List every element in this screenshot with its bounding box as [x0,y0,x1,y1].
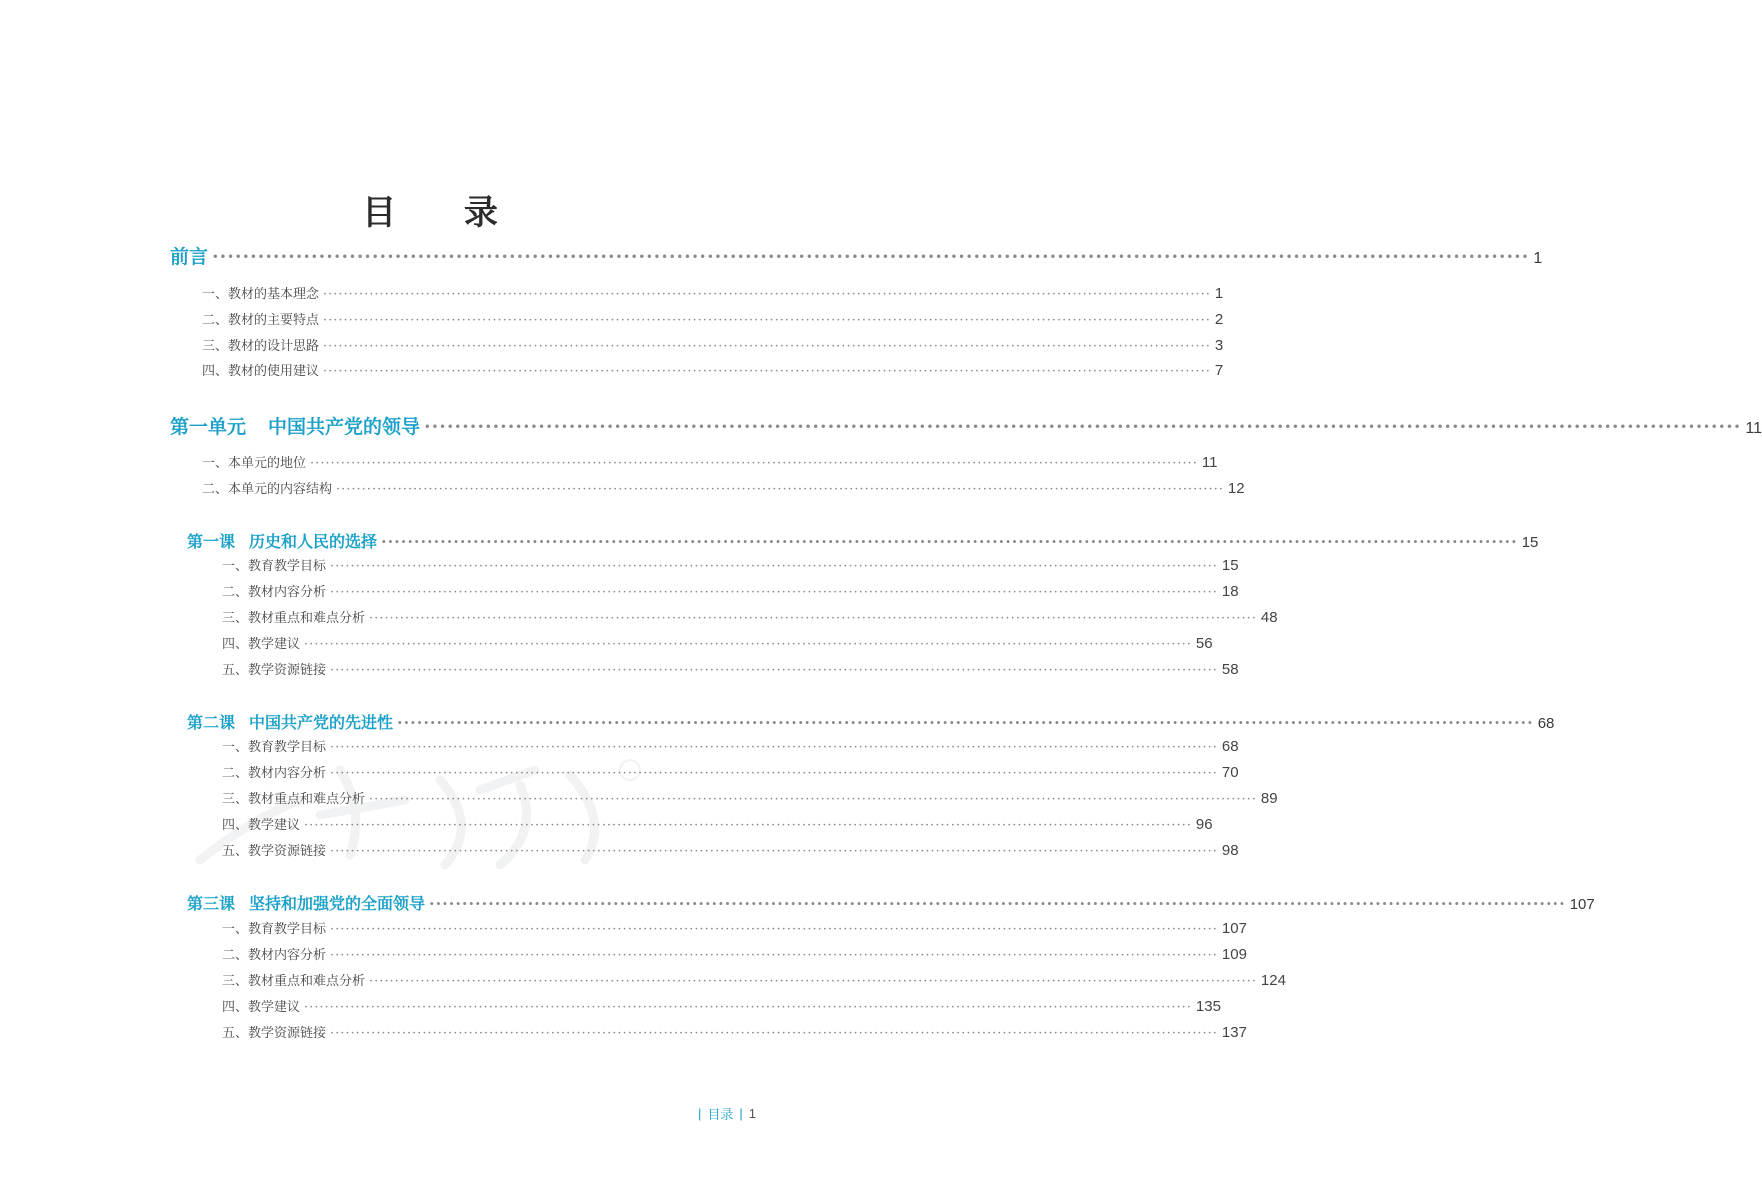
toc-item-page: 58 [1221,661,1239,678]
toc-lesson-label: 第三课 坚持和加强党的全面领导 [187,894,426,913]
toc-item-label: 二、教材的主要特点 [202,313,320,328]
toc-preface-label: 前言 [170,246,209,268]
toc-item-label: 五、教学资源链接 [222,1026,327,1041]
toc-leader: ············································································································································································· [330,663,1218,678]
toc-leader: ············································································································································································· [310,456,1198,471]
toc-item-page: 18 [1221,583,1239,600]
toc-item-page: 12 [1227,480,1245,497]
toc-leader: ············································································································································································· [323,287,1211,302]
toc-leader: ············································································································································································· [397,713,1534,732]
toc-item-page: 96 [1195,816,1213,833]
toc-item-page: 70 [1221,764,1239,781]
toc-leader: ············································································································································································· [429,894,1566,913]
toc-item-label: 四、教学建议 [222,637,301,652]
toc-unit-label: 第一单元 中国共产党的领导 [170,416,421,438]
toc-leader: ············································································································································································· [330,766,1218,781]
toc-lesson-item[interactable] [222,659,1239,678]
toc-item-label: 四、教学建议 [222,1000,301,1015]
toc-item-label: 三、教材的设计思路 [202,339,320,354]
toc-preface-page: 1 [1533,250,1543,267]
toc-item-label: 一、教育教学目标 [222,922,327,937]
toc-lesson-label: 第一课 历史和人民的选择 [187,532,378,551]
toc-leader: ············································································································································································· [369,974,1257,989]
toc-item-label: 二、教材内容分析 [222,948,327,963]
toc-lesson-page: 15 [1521,534,1539,551]
toc-leader: ············································································································································································· [323,313,1211,328]
toc-lesson-item[interactable] [222,736,1239,755]
toc-item-page: 109 [1221,946,1247,963]
toc-item-page: 137 [1221,1024,1247,1041]
toc-item-label: 五、教学资源链接 [222,663,327,678]
toc-leader: ············································································································································································· [330,948,1218,963]
toc-lesson[interactable] [187,710,1555,733]
toc-leader: ············································································································································································· [304,818,1192,833]
toc-item-page: 2 [1214,311,1224,328]
toc-item-page: 48 [1260,609,1278,626]
toc-preface-item[interactable] [202,309,1224,328]
toc-lesson-item[interactable] [222,840,1239,859]
toc-item-page: 89 [1260,790,1278,807]
toc-item-page: 3 [1214,337,1224,354]
toc-leader: ············································································································································································· [330,585,1218,600]
footer-section-label: 目录 [707,1107,734,1122]
toc-preface-item[interactable] [202,360,1224,379]
toc-item-label: 三、教材重点和难点分析 [222,792,366,807]
toc-lesson-page: 107 [1569,896,1595,913]
toc-item-label: 一、教育教学目标 [222,740,327,755]
toc-preface-item[interactable] [202,283,1224,302]
toc-item-label: 二、本单元的内容结构 [202,482,333,497]
toc-item-page: 107 [1221,920,1247,937]
toc-item-page: 124 [1260,972,1286,989]
toc-unit-page: 11 [1745,420,1762,437]
toc-item-label: 四、教材的使用建议 [202,364,320,379]
toc-lesson-item[interactable] [222,814,1213,833]
toc-lesson-page: 68 [1537,715,1555,732]
toc-item-label: 五、教学资源链接 [222,844,327,859]
toc-lesson-item[interactable] [222,581,1239,600]
toc-lesson-item[interactable] [222,944,1247,963]
toc-leader: ············································································································································································· [424,416,1742,438]
toc-item-page: 7 [1214,362,1224,379]
toc-lesson-item[interactable] [222,918,1247,937]
toc-leader: ············································································································································································· [304,637,1192,652]
toc-item-page: 15 [1221,557,1239,574]
toc-preface[interactable] [170,242,1543,269]
toc-item-label: 一、教育教学目标 [222,559,327,574]
toc-item-page: 68 [1221,738,1239,755]
toc-item-label: 二、教材内容分析 [222,766,327,781]
toc-leader: ············································································································································································· [369,792,1257,807]
toc-leader: ············································································································································································· [330,559,1218,574]
toc-item-page: 56 [1195,635,1213,652]
toc-item-page: 11 [1201,454,1218,471]
toc-item-label: 一、本单元的地位 [202,456,307,471]
toc-preface-item[interactable] [202,335,1224,354]
toc-leader: ············································································································································································· [212,246,1530,268]
toc-leader: ············································································································································································· [336,482,1224,497]
page-title: 目 录 [362,192,526,233]
footer-divider: | [739,1106,743,1121]
footer-page-number: 1 [748,1106,756,1121]
toc-item-page: 98 [1221,842,1239,859]
toc-item-page: 135 [1195,998,1221,1015]
toc-item-label: 三、教材重点和难点分析 [222,974,366,989]
footer-divider: | [697,1106,702,1121]
toc-leader: ············································································································································································· [323,364,1211,379]
toc-lesson-label: 第二课 中国共产党的先进性 [187,713,394,732]
toc-unit-item[interactable] [202,452,1218,471]
toc-lesson-item[interactable] [222,788,1278,807]
toc-leader: ············································································································································································· [304,1000,1192,1015]
toc-item-label: 二、教材内容分析 [222,585,327,600]
page-footer [698,1104,756,1123]
toc-item-label: 三、教材重点和难点分析 [222,611,366,626]
toc-lesson-item[interactable] [222,970,1286,989]
toc-leader: ············································································································································································· [369,611,1257,626]
toc-lesson[interactable] [187,529,1539,552]
toc-item-label: 四、教学建议 [222,818,301,833]
toc-leader: ············································································································································································· [330,740,1218,755]
toc-item-page: 1 [1214,285,1224,302]
toc-leader: ············································································································································································· [381,532,1518,551]
toc-lesson-item[interactable] [222,1022,1247,1041]
toc-unit-item[interactable] [202,478,1245,497]
toc-item-label: 一、教材的基本理念 [202,287,320,302]
toc-leader: ············································································································································································· [330,844,1218,859]
toc-lesson[interactable] [187,891,1595,914]
toc-leader: ············································································································································································· [323,339,1211,354]
toc-leader: ············································································································································································· [330,922,1218,937]
toc-leader: ············································································································································································· [330,1026,1218,1041]
toc-lesson-item[interactable] [222,633,1213,652]
toc-lesson-item[interactable] [222,555,1239,574]
toc-unit[interactable] [170,412,1762,439]
toc-lesson-item[interactable] [222,607,1278,626]
toc-lesson-item[interactable] [222,996,1221,1015]
toc-lesson-item[interactable] [222,762,1239,781]
